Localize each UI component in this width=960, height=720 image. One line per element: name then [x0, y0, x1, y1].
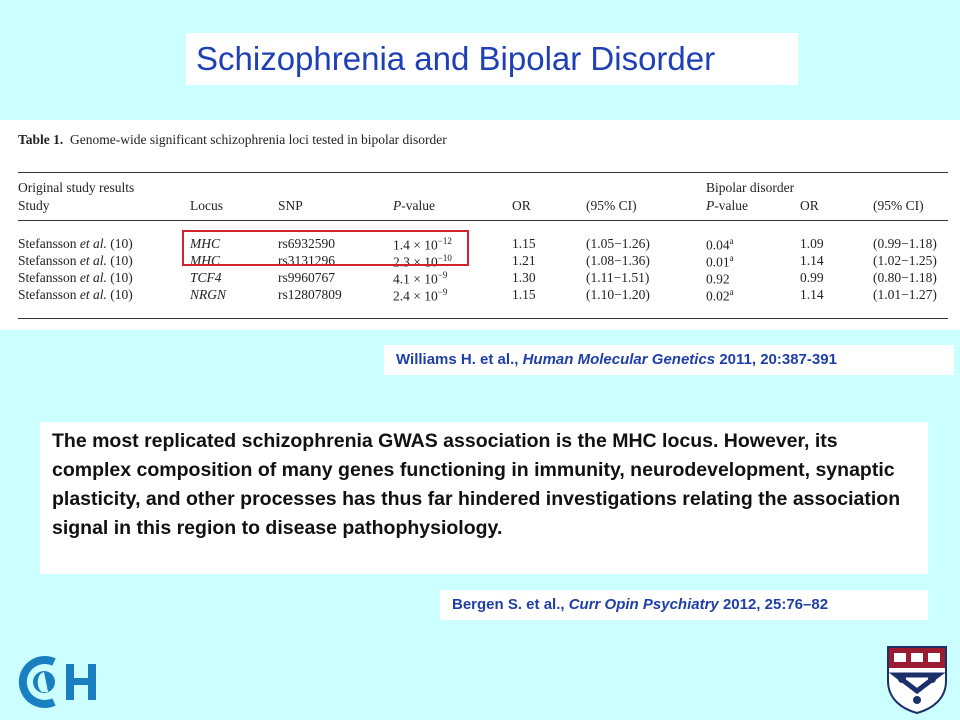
table-cell-part: a: [729, 253, 734, 263]
table-cell-bd-ci: (1.02−1.25): [873, 253, 937, 268]
table-cell-part: Stefansson: [18, 287, 77, 302]
table-cell-study: [18, 236, 133, 252]
table-cell-study: [18, 287, 133, 303]
table-cell-part: 4.1 × 10: [393, 271, 438, 287]
table-cell-study: [18, 270, 133, 286]
table-cell-locus: NRGN: [190, 287, 227, 302]
table-cell-part: et al.: [79, 253, 107, 268]
group-header-right: Bipolar disorder: [706, 180, 795, 195]
chop-logo: [14, 652, 104, 712]
table-top-rule: [18, 172, 948, 173]
table-cell-bd-ci: (0.99−1.18): [873, 236, 937, 251]
table-cell-ci: (1.05−1.26): [586, 236, 650, 251]
slide-title: Schizophrenia and Bipolar Disorder: [196, 40, 716, 77]
table-cell-part: 0.92: [706, 271, 730, 287]
table-cell-ci: (1.11−1.51): [586, 270, 650, 285]
table-cell-part: (10): [110, 253, 133, 268]
table-header-rule: [18, 220, 948, 221]
table-cell-study: [18, 253, 133, 269]
table-cell-part: (10): [110, 287, 133, 302]
table-cell-part: Stefansson: [18, 236, 77, 251]
quote-text: The most replicated schizophrenia GWAS association is the MHC locus. However, its complex composition of many genes functioning in immunity, neurodevelopment, synaptic plasticity, and other processes has thus far hindered investigations relating the association signal in this region to disease pathophysiology.: [52, 430, 901, 539]
header-ci: (95% CI): [586, 198, 637, 213]
header-bd-pvalue-p: P: [706, 198, 715, 213]
citation-bergen-journal: Curr Opin Psychiatry: [568, 596, 719, 613]
chop-logo-h-bar: [66, 678, 96, 685]
header-bd-pvalue-suffix: -value: [714, 198, 748, 213]
table-cell-part: a: [729, 287, 734, 297]
shield-book-icon: [928, 653, 940, 662]
table-cell-part: −9: [437, 287, 448, 297]
table-cell-part: −12: [437, 236, 452, 246]
table-caption-text: Genome-wide significant schizophrenia loci tested in bipolar disorder: [70, 132, 447, 147]
shield-plate-icon: [913, 696, 921, 704]
table-cell-bd-ci: (0.80−1.18): [873, 270, 937, 285]
table-cell-locus: TCF4: [190, 270, 222, 285]
table-cell-part: 0.04: [706, 237, 730, 253]
table-cell-or: 1.15: [512, 287, 536, 302]
table-cell-bd-or: 0.99: [800, 270, 824, 285]
shield-book-icon: [894, 653, 906, 662]
table-cell-snp: rs9960767: [278, 270, 335, 285]
citation-williams: [384, 345, 954, 375]
table-cell-bd-or: 1.09: [800, 236, 824, 251]
table-cell-locus: MHC: [190, 236, 220, 251]
table-cell-ci: (1.10−1.20): [586, 287, 650, 302]
citation-bergen-authors: Bergen S. et al.,: [452, 596, 565, 613]
shield-plate-icon: [928, 675, 936, 683]
table-cell-or: 1.21: [512, 253, 536, 268]
shield-plate-icon: [898, 675, 906, 683]
header-bd-ci: (95% CI): [873, 198, 924, 213]
table-cell-part: et al.: [79, 287, 107, 302]
table-cell-bd-p: [706, 253, 734, 271]
table-cell-part: (10): [110, 236, 133, 251]
table-caption-label: Table 1.: [18, 132, 64, 147]
table-cell-bd-p: [706, 236, 734, 254]
table-cell-part: 0.01: [706, 254, 730, 270]
table-cell-locus: MHC: [190, 253, 220, 268]
table-cell-part: Stefansson: [18, 253, 77, 268]
table-cell-part: 0.02: [706, 288, 730, 304]
table-cell-part: −9: [437, 270, 448, 280]
table-cell-snp: rs12807809: [278, 287, 342, 302]
table-cell-part: 1.4 × 10: [393, 237, 438, 253]
table-cell-part: et al.: [79, 270, 107, 285]
header-study: Study: [18, 198, 50, 213]
header-pvalue-suffix: -value: [401, 198, 435, 213]
group-header-left: Original study results: [18, 180, 135, 195]
table-cell-bd-or: 1.14: [800, 253, 824, 268]
table-cell-part: −10: [437, 253, 452, 263]
table-cell-bd-ci: (1.01−1.27): [873, 287, 937, 302]
header-bd-or: OR: [800, 198, 819, 213]
table-cell-part: a: [729, 236, 734, 246]
header-pvalue-p: P: [393, 198, 402, 213]
header-locus: Locus: [190, 198, 223, 213]
citation-williams-authors: Williams H. et al.,: [396, 351, 519, 368]
table-cell-p: [393, 270, 447, 288]
table-cell-bd-p: [706, 270, 730, 288]
table-cell-p: [393, 287, 447, 305]
penn-shield-logo: [886, 645, 948, 715]
table-bottom-rule: [18, 318, 948, 319]
table-cell-part: 2.4 × 10: [393, 288, 438, 304]
header-snp: SNP: [278, 198, 303, 213]
table-cell-part: et al.: [79, 236, 107, 251]
header-bd-pvalue: [706, 198, 748, 214]
shield-book-icon: [911, 653, 923, 662]
table-cell-or: 1.30: [512, 270, 536, 285]
citation-bergen: [440, 590, 928, 620]
citation-williams-journal: Human Molecular Genetics: [522, 351, 716, 368]
table-cell-part: Stefansson: [18, 270, 77, 285]
table-cell-or: 1.15: [512, 236, 536, 251]
table-cell-ci: (1.08−1.36): [586, 253, 650, 268]
table-cell-bd-p: [706, 287, 734, 305]
table-cell-snp: rs3131296: [278, 253, 335, 268]
table-caption: [18, 132, 447, 148]
table-cell-bd-or: 1.14: [800, 287, 824, 302]
quote-box: [40, 422, 928, 574]
header-pvalue: [393, 198, 435, 214]
table-cell-snp: rs6932590: [278, 236, 335, 251]
header-or: OR: [512, 198, 531, 213]
citation-williams-details: 2011, 20:387-391: [719, 351, 837, 368]
mhc-highlight-box: [182, 230, 469, 266]
table-panel: [0, 120, 960, 330]
citation-bergen-details: 2012, 25:76–82: [722, 596, 829, 613]
table-cell-part: 2.3 × 10: [393, 254, 438, 270]
table-cell-part: (10): [110, 270, 133, 285]
slide-title-box: [186, 33, 798, 85]
